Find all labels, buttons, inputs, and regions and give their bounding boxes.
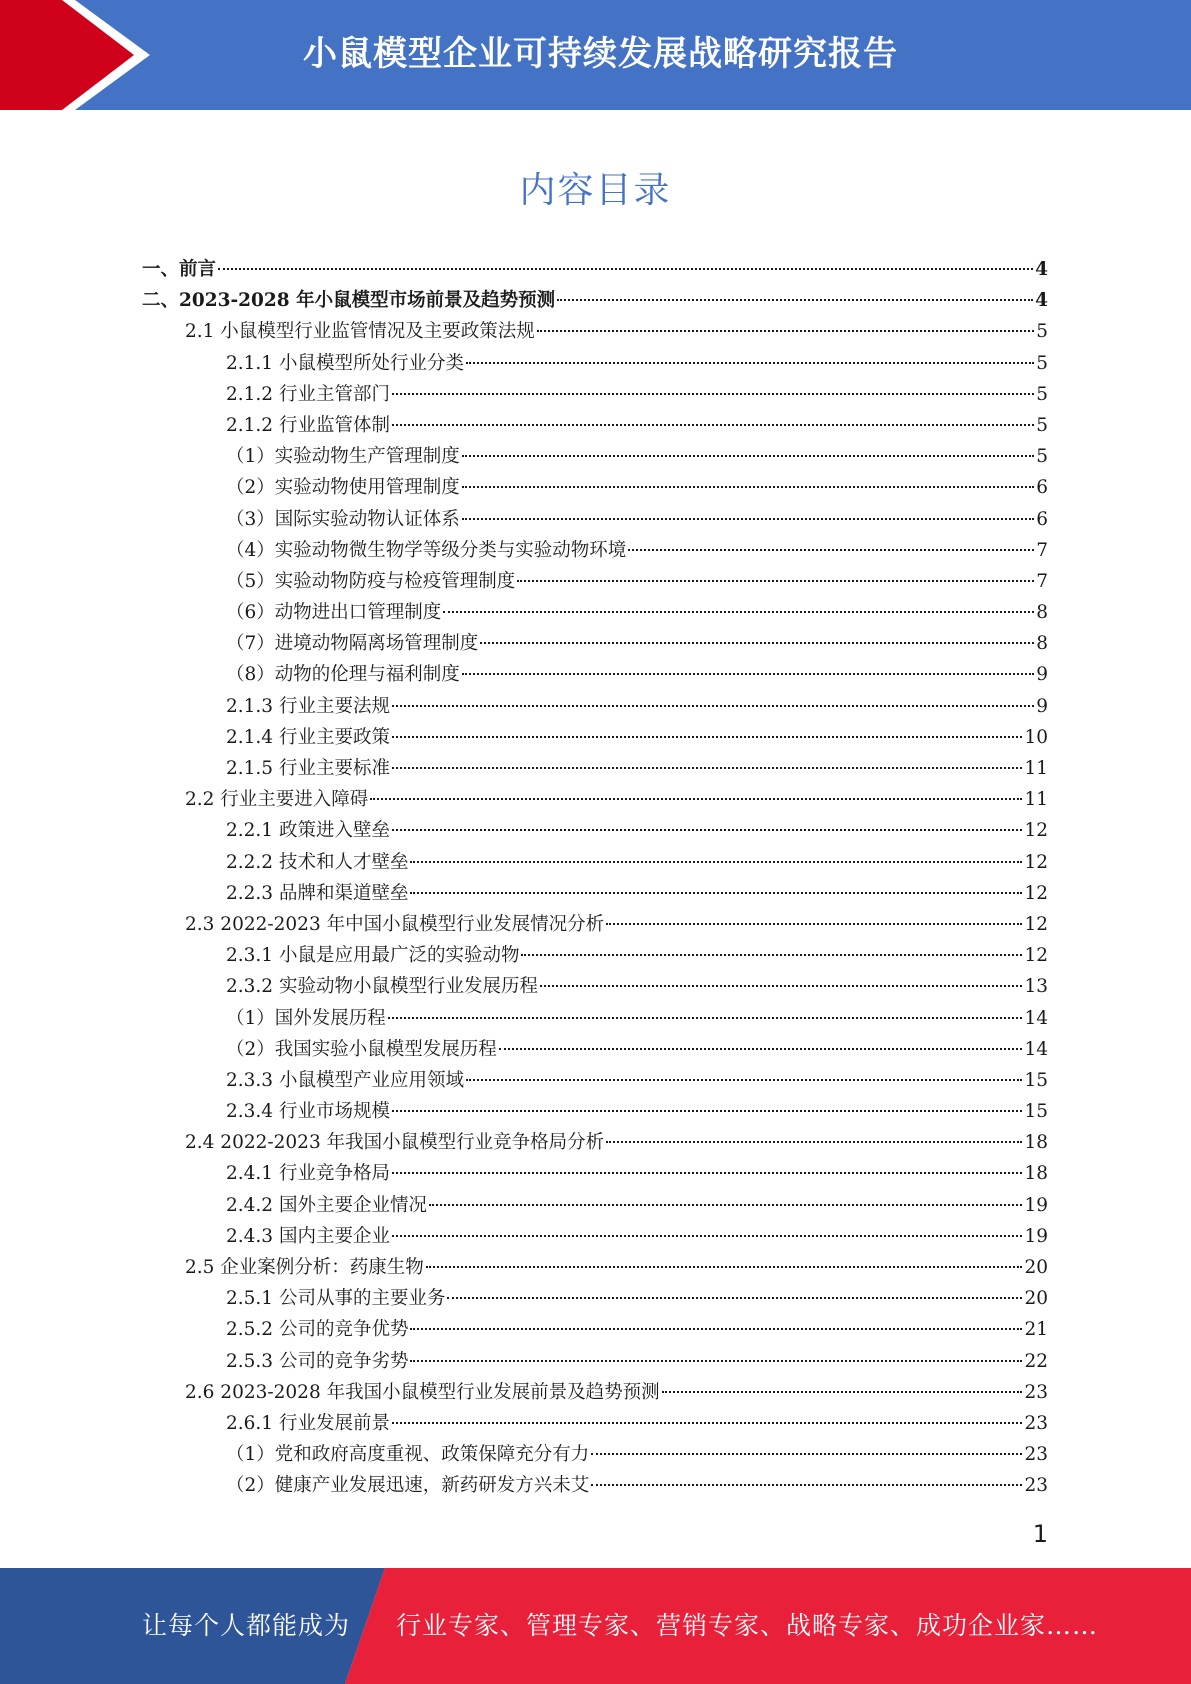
toc-entry-label: 2.2.1 政策进入壁垒	[226, 820, 390, 842]
toc-dot-leader	[392, 1235, 1022, 1237]
toc-entry-label: 2.3.4 行业市场规模	[226, 1101, 390, 1123]
toc-entry-label: 2.4 2022-2023 年我国小鼠模型行业竞争格局分析	[185, 1132, 605, 1154]
toc-entry[interactable]	[0, 379, 1191, 410]
header-banner	[0, 0, 1191, 110]
toc-entry[interactable]	[0, 722, 1191, 753]
toc-entry-label: （1）实验动物生产管理制度	[226, 446, 460, 468]
toc-entry[interactable]	[0, 566, 1191, 597]
table-of-contents	[0, 254, 1191, 1502]
toc-entry[interactable]	[0, 784, 1191, 815]
toc-entry[interactable]	[0, 1158, 1191, 1189]
toc-entry[interactable]	[0, 815, 1191, 846]
toc-entry-page: 19	[1024, 1225, 1048, 1247]
toc-entry-label: 2.4.3 国内主要企业	[226, 1225, 390, 1247]
toc-entry-label: 2.2 行业主要进入障碍	[185, 789, 369, 811]
toc-dot-leader	[392, 736, 1022, 738]
toc-entry[interactable]	[0, 504, 1191, 535]
toc-entry-label: 2.3.1 小鼠是应用最广泛的实验动物	[226, 945, 520, 967]
toc-entry[interactable]	[0, 847, 1191, 878]
toc-entry-page: 4	[1035, 259, 1048, 280]
toc-dot-leader	[462, 486, 1034, 488]
toc-entry-page: 18	[1024, 1163, 1048, 1185]
toc-entry-page: 20	[1024, 1288, 1048, 1310]
toc-dot-leader	[392, 393, 1034, 395]
toc-entry-label: （1）党和政府高度重视、政策保障充分有力	[226, 1444, 590, 1466]
toc-dot-leader	[480, 642, 1034, 644]
toc-dot-leader	[521, 954, 1022, 956]
toc-dot-leader	[466, 362, 1034, 364]
toc-entry-page: 12	[1024, 945, 1048, 967]
toc-entry-label: 2.1.4 行业主要政策	[226, 726, 390, 748]
toc-entry-page: 5	[1036, 414, 1048, 436]
toc-entry-label: （6）动物进出口管理制度	[226, 602, 442, 624]
toc-dot-leader	[591, 1453, 1022, 1455]
toc-entry-page: 23	[1024, 1475, 1048, 1497]
toc-dot-leader	[426, 1266, 1023, 1268]
toc-dot-leader	[218, 268, 1033, 270]
toc-dot-leader	[392, 767, 1022, 769]
toc-entry-page: 7	[1036, 539, 1048, 561]
toc-entry-page: 14	[1024, 1007, 1048, 1029]
toc-entry-label: 2.4.2 国外主要企业情况	[226, 1194, 427, 1216]
toc-entry-page: 23	[1024, 1412, 1048, 1434]
toc-dot-leader	[447, 1297, 1022, 1299]
toc-dot-leader	[591, 1484, 1022, 1486]
toc-entry-label: 2.4.1 行业竞争格局	[226, 1163, 390, 1185]
toc-entry-page: 23	[1024, 1381, 1048, 1403]
toc-entry-label: （2）健康产业发展迅速，新药研发方兴未艾	[226, 1475, 590, 1497]
toc-entry[interactable]	[0, 348, 1191, 379]
toc-entry[interactable]	[0, 1127, 1191, 1158]
toc-entry-label: 2.1.3 行业主要法规	[226, 695, 390, 717]
toc-entry-label: 2.5.3 公司的竞争劣势	[226, 1350, 409, 1372]
toc-dot-leader	[540, 985, 1022, 987]
toc-entry[interactable]	[0, 1408, 1191, 1439]
toc-entry-label: 2.3.2 实验动物小鼠模型行业发展历程	[226, 976, 538, 998]
toc-entry[interactable]	[0, 1314, 1191, 1345]
toc-entry[interactable]	[0, 535, 1191, 566]
toc-entry-page: 20	[1024, 1257, 1048, 1278]
footer-slogan-left: 让每个人都能成为	[142, 1611, 351, 1640]
toc-entry-page: 8	[1036, 633, 1048, 655]
toc-entry-page: 15	[1024, 1101, 1048, 1123]
toc-entry-page: 5	[1036, 446, 1048, 468]
toc-entry-label: 2.1.5 行业主要标准	[226, 758, 390, 779]
toc-heading: 内容目录	[519, 170, 672, 211]
toc-entry-label: 2.1 小鼠模型行业监管情况及主要政策法规	[185, 321, 535, 343]
toc-entry-page: 5	[1036, 352, 1048, 374]
footer-slogan-right: 行业专家、管理专家、营销专家、战略专家、成功企业家……	[396, 1611, 1099, 1640]
toc-entry-label: 2.6.1 行业发展前景	[226, 1412, 390, 1434]
toc-entry[interactable]	[0, 254, 1191, 285]
toc-entry-page: 9	[1036, 695, 1048, 717]
toc-entry[interactable]	[0, 628, 1191, 659]
toc-entry-label: （3）国际实验动物认证体系	[226, 508, 460, 530]
toc-entry-label: 一、前言	[142, 259, 217, 280]
toc-entry-label: 2.3 2022-2023 年中国小鼠模型行业发展情况分析	[185, 913, 605, 935]
toc-entry[interactable]	[0, 940, 1191, 971]
toc-entry-label: （2）我国实验小鼠模型发展历程	[226, 1038, 497, 1060]
toc-entry[interactable]	[0, 971, 1191, 1002]
toc-entry-label: 2.3.3 小鼠模型产业应用领域	[226, 1069, 464, 1091]
toc-entry-label: （4）实验动物微生物学等级分类与实验动物环境	[226, 539, 627, 561]
toc-entry[interactable]	[0, 316, 1191, 347]
toc-entry-label: 2.6 2023-2028 年我国小鼠模型行业发展前景及趋势预测	[185, 1381, 660, 1403]
toc-entry-page: 14	[1024, 1038, 1048, 1060]
toc-entry-page: 8	[1036, 602, 1048, 624]
report-title: 小鼠模型企业可持续发展战略研究报告	[303, 34, 898, 74]
toc-entry[interactable]	[0, 410, 1191, 441]
toc-dot-leader	[462, 518, 1034, 520]
toc-dot-leader	[443, 611, 1034, 613]
toc-entry-label: （7）进境动物隔离场管理制度	[226, 633, 479, 655]
toc-entry-page: 5	[1036, 383, 1048, 405]
toc-dot-leader	[662, 1391, 1023, 1393]
toc-entry-page: 19	[1024, 1194, 1048, 1216]
toc-entry[interactable]	[0, 285, 1191, 316]
toc-entry-label: 2.2.2 技术和人才壁垒	[226, 851, 409, 873]
toc-entry-label: （1）国外发展历程	[226, 1007, 386, 1029]
toc-dot-leader	[557, 299, 1033, 301]
toc-entry[interactable]	[0, 691, 1191, 722]
toc-entry[interactable]	[0, 1283, 1191, 1314]
toc-dot-leader	[628, 549, 1034, 551]
toc-dot-leader	[462, 455, 1034, 457]
toc-entry-page: 22	[1024, 1350, 1048, 1372]
toc-entry[interactable]	[0, 753, 1191, 784]
toc-entry[interactable]	[0, 1252, 1191, 1283]
toc-entry-page: 21	[1024, 1319, 1048, 1341]
toc-dot-leader	[388, 1017, 1023, 1019]
toc-entry-page: 11	[1024, 789, 1048, 811]
toc-entry-page: 6	[1036, 508, 1048, 530]
toc-entry-label: （2）实验动物使用管理制度	[226, 477, 460, 499]
toc-entry-label: 2.1.2 行业监管体制	[226, 414, 390, 436]
toc-entry[interactable]	[0, 441, 1191, 472]
toc-entry[interactable]	[0, 1190, 1191, 1221]
toc-entry-page: 13	[1024, 976, 1048, 998]
toc-entry[interactable]	[0, 1003, 1191, 1034]
toc-entry[interactable]	[0, 1221, 1191, 1252]
footer-banner	[0, 1568, 1191, 1684]
toc-entry-label: 二、2023-2028 年小鼠模型市场前景及趋势预测	[142, 290, 556, 312]
toc-dot-leader	[410, 1328, 1022, 1330]
toc-entry-page: 12	[1024, 820, 1048, 842]
toc-entry-page: 18	[1024, 1132, 1048, 1154]
toc-dot-leader	[392, 705, 1034, 707]
toc-entry-label: 2.5.2 公司的竞争优势	[226, 1319, 409, 1341]
toc-dot-leader	[392, 1110, 1022, 1112]
toc-entry[interactable]	[0, 472, 1191, 503]
toc-entry-page: 23	[1024, 1444, 1048, 1466]
toc-entry-page: 12	[1024, 913, 1048, 935]
toc-entry-page: 4	[1035, 290, 1048, 312]
toc-dot-leader	[462, 673, 1034, 675]
toc-entry[interactable]	[0, 1470, 1191, 1501]
toc-entry-page: 12	[1024, 851, 1048, 873]
toc-entry-page: 11	[1024, 758, 1048, 779]
toc-dot-leader	[392, 829, 1022, 831]
toc-entry-page: 12	[1024, 882, 1048, 904]
toc-entry[interactable]	[0, 597, 1191, 628]
toc-entry[interactable]	[0, 1065, 1191, 1096]
toc-entry[interactable]	[0, 1096, 1191, 1127]
toc-dot-leader	[537, 330, 1034, 332]
toc-entry-label: 2.2.3 品牌和渠道壁垒	[226, 882, 409, 904]
toc-entry[interactable]	[0, 659, 1191, 690]
toc-entry[interactable]	[0, 909, 1191, 940]
toc-entry-page: 7	[1036, 570, 1048, 592]
toc-entry-page: 6	[1036, 477, 1048, 499]
toc-entry-label: 2.5 企业案例分析：药康生物	[185, 1257, 424, 1278]
toc-dot-leader	[392, 1422, 1022, 1424]
toc-entry-page: 15	[1024, 1069, 1048, 1091]
toc-dot-leader	[410, 861, 1022, 863]
toc-entry-label: 2.1.2 行业主管部门	[226, 383, 390, 405]
toc-dot-leader	[429, 1204, 1022, 1206]
toc-entry-page: 10	[1024, 726, 1048, 748]
toc-dot-leader	[466, 1079, 1022, 1081]
toc-entry[interactable]	[0, 1377, 1191, 1408]
toc-dot-leader	[606, 1141, 1022, 1143]
toc-entry-label: 2.5.1 公司从事的主要业务	[226, 1288, 446, 1310]
toc-entry[interactable]	[0, 1439, 1191, 1470]
toc-dot-leader	[517, 580, 1034, 582]
toc-dot-leader	[392, 424, 1034, 426]
toc-entry-label: 2.1.1 小鼠模型所处行业分类	[226, 352, 464, 374]
toc-dot-leader	[370, 798, 1022, 800]
toc-entry[interactable]	[0, 878, 1191, 909]
toc-dot-leader	[410, 1360, 1022, 1362]
toc-entry-page: 5	[1036, 321, 1048, 343]
toc-dot-leader	[606, 923, 1022, 925]
toc-entry-label: （8）动物的伦理与福利制度	[226, 664, 460, 686]
toc-dot-leader	[392, 1172, 1022, 1174]
toc-dot-leader	[499, 1048, 1023, 1050]
page-number: 1	[1032, 1520, 1048, 1548]
toc-entry-label: （5）实验动物防疫与检疫管理制度	[226, 570, 516, 592]
toc-entry-page: 9	[1036, 664, 1048, 686]
toc-dot-leader	[410, 892, 1022, 894]
toc-entry[interactable]	[0, 1346, 1191, 1377]
toc-entry[interactable]	[0, 1034, 1191, 1065]
